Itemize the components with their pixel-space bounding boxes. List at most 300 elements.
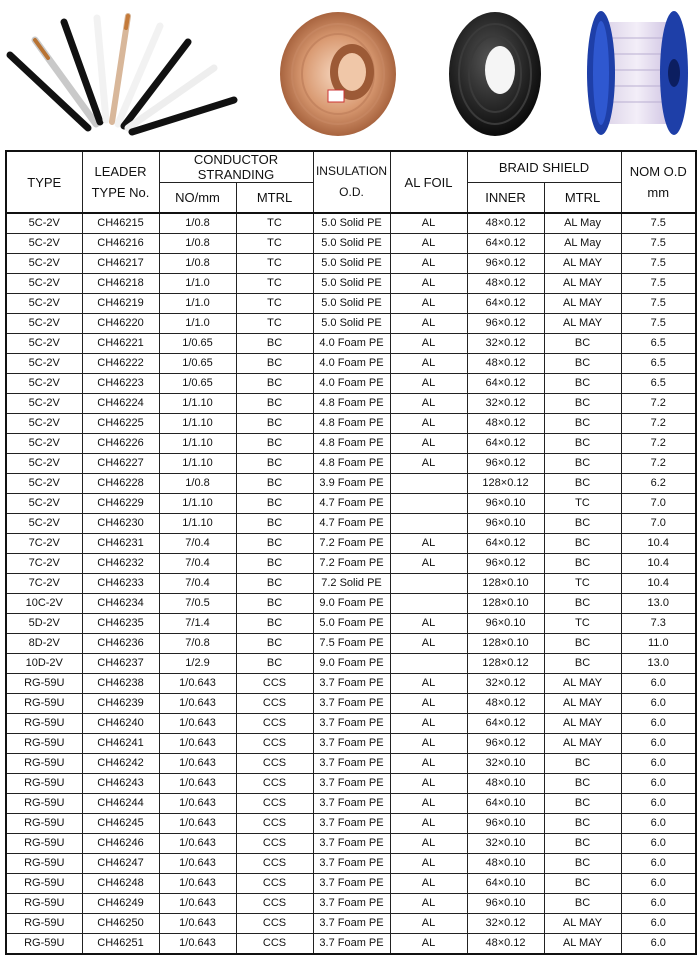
- cell-al-foil: AL: [390, 734, 467, 754]
- cell-nom-od: 6.0: [621, 714, 696, 734]
- cell-leader-type-no: CH46231: [82, 534, 159, 554]
- cell-al-foil: AL: [390, 934, 467, 955]
- cell-type: RG-59U: [6, 734, 82, 754]
- cell-braid-inner: 64×0.12: [467, 234, 544, 254]
- cell-conductor-mtrl: CCS: [236, 814, 313, 834]
- cell-leader-type-no: CH46246: [82, 834, 159, 854]
- cell-nom-od: 13.0: [621, 654, 696, 674]
- cell-conductor-no-mm: 1/1.10: [159, 494, 236, 514]
- cell-leader-type-no: CH46215: [82, 213, 159, 234]
- cell-braid-inner: 96×0.10: [467, 514, 544, 534]
- table-row: [6, 514, 696, 534]
- cell-leader-type-no: CH46242: [82, 754, 159, 774]
- cell-insulation-od: 4.8 Foam PE: [313, 394, 390, 414]
- cell-al-foil: AL: [390, 314, 467, 334]
- cell-al-foil: AL: [390, 414, 467, 434]
- cell-type: 10C-2V: [6, 594, 82, 614]
- cell-braid-mtrl: BC: [544, 514, 621, 534]
- cell-type: RG-59U: [6, 934, 82, 955]
- cell-type: 5C-2V: [6, 514, 82, 534]
- cell-conductor-mtrl: BC: [236, 554, 313, 574]
- table-row: [6, 654, 696, 674]
- cell-conductor-no-mm: 1/0.643: [159, 694, 236, 714]
- cell-al-foil: AL: [390, 274, 467, 294]
- table-row: [6, 754, 696, 774]
- table-row: [6, 774, 696, 794]
- cell-braid-inner: 48×0.12: [467, 213, 544, 234]
- cell-conductor-mtrl: CCS: [236, 854, 313, 874]
- cell-braid-inner: 32×0.12: [467, 914, 544, 934]
- cell-al-foil: AL: [390, 674, 467, 694]
- cell-al-foil: [390, 574, 467, 594]
- cell-nom-od: 7.2: [621, 394, 696, 414]
- cell-type: 7C-2V: [6, 534, 82, 554]
- cell-nom-od: 6.0: [621, 794, 696, 814]
- cell-conductor-no-mm: 1/0.643: [159, 754, 236, 774]
- cell-braid-inner: 48×0.12: [467, 934, 544, 955]
- cell-insulation-od: 5.0 Solid PE: [313, 234, 390, 254]
- cell-insulation-od: 4.7 Foam PE: [313, 514, 390, 534]
- cell-insulation-od: 9.0 Foam PE: [313, 594, 390, 614]
- cell-conductor-no-mm: 1/0.643: [159, 814, 236, 834]
- cell-nom-od: 7.3: [621, 614, 696, 634]
- cell-type: RG-59U: [6, 694, 82, 714]
- cell-type: RG-59U: [6, 854, 82, 874]
- cell-braid-inner: 32×0.10: [467, 754, 544, 774]
- cell-conductor-mtrl: BC: [236, 454, 313, 474]
- cell-insulation-od: 3.9 Foam PE: [313, 474, 390, 494]
- black-cable-coil-image: [449, 12, 541, 136]
- cell-conductor-no-mm: 1/0.643: [159, 854, 236, 874]
- cell-braid-inner: 64×0.12: [467, 294, 544, 314]
- cell-conductor-mtrl: CCS: [236, 694, 313, 714]
- cell-braid-inner: 64×0.12: [467, 714, 544, 734]
- cell-conductor-mtrl: CCS: [236, 754, 313, 774]
- cell-conductor-mtrl: TC: [236, 234, 313, 254]
- table-row: [6, 854, 696, 874]
- cell-braid-mtrl: AL May: [544, 234, 621, 254]
- cell-braid-mtrl: AL MAY: [544, 294, 621, 314]
- cell-leader-type-no: CH46243: [82, 774, 159, 794]
- cell-leader-type-no: CH46217: [82, 254, 159, 274]
- cell-leader-type-no: CH46227: [82, 454, 159, 474]
- cell-al-foil: AL: [390, 814, 467, 834]
- cell-conductor-mtrl: BC: [236, 334, 313, 354]
- table-row: [6, 814, 696, 834]
- cell-nom-od: 11.0: [621, 634, 696, 654]
- cell-al-foil: [390, 494, 467, 514]
- cell-conductor-no-mm: 1/0.8: [159, 254, 236, 274]
- cell-nom-od: 6.0: [621, 774, 696, 794]
- cell-conductor-mtrl: CCS: [236, 894, 313, 914]
- cell-conductor-no-mm: 1/0.643: [159, 794, 236, 814]
- table-row: [6, 714, 696, 734]
- cell-braid-inner: 96×0.12: [467, 454, 544, 474]
- cell-al-foil: AL: [390, 774, 467, 794]
- cell-al-foil: AL: [390, 254, 467, 274]
- cell-conductor-no-mm: 1/0.8: [159, 213, 236, 234]
- cell-leader-type-no: CH46240: [82, 714, 159, 734]
- cell-braid-inner: 96×0.10: [467, 894, 544, 914]
- cell-braid-inner: 64×0.10: [467, 794, 544, 814]
- cell-al-foil: AL: [390, 894, 467, 914]
- cell-nom-od: 10.4: [621, 554, 696, 574]
- cell-insulation-od: 3.7 Foam PE: [313, 874, 390, 894]
- cell-al-foil: AL: [390, 394, 467, 414]
- cell-type: 7C-2V: [6, 554, 82, 574]
- cell-nom-od: 6.0: [621, 894, 696, 914]
- table-row: [6, 494, 696, 514]
- cell-conductor-no-mm: 1/0.65: [159, 374, 236, 394]
- cell-type: 5C-2V: [6, 294, 82, 314]
- table-row: [6, 534, 696, 554]
- cell-al-foil: [390, 514, 467, 534]
- cell-nom-od: 6.0: [621, 734, 696, 754]
- cell-type: 5C-2V: [6, 354, 82, 374]
- cell-type: 5D-2V: [6, 614, 82, 634]
- cell-type: RG-59U: [6, 914, 82, 934]
- cell-leader-type-no: CH46220: [82, 314, 159, 334]
- cell-conductor-no-mm: 1/1.10: [159, 394, 236, 414]
- cell-insulation-od: 5.0 Foam PE: [313, 614, 390, 634]
- cell-braid-mtrl: AL MAY: [544, 674, 621, 694]
- cell-type: 5C-2V: [6, 334, 82, 354]
- cell-braid-inner: 32×0.12: [467, 394, 544, 414]
- cell-conductor-mtrl: BC: [236, 494, 313, 514]
- cell-type: RG-59U: [6, 714, 82, 734]
- cell-conductor-no-mm: 1/0.643: [159, 934, 236, 955]
- cell-conductor-mtrl: BC: [236, 474, 313, 494]
- cell-braid-inner: 64×0.12: [467, 434, 544, 454]
- cell-conductor-no-mm: 1/1.10: [159, 454, 236, 474]
- cell-al-foil: [390, 474, 467, 494]
- cell-braid-mtrl: BC: [544, 774, 621, 794]
- cell-braid-mtrl: AL MAY: [544, 734, 621, 754]
- cell-nom-od: 6.0: [621, 814, 696, 834]
- cell-braid-mtrl: BC: [544, 374, 621, 394]
- cell-conductor-mtrl: CCS: [236, 674, 313, 694]
- cell-al-foil: AL: [390, 554, 467, 574]
- cell-nom-od: 10.4: [621, 574, 696, 594]
- cell-conductor-no-mm: 1/2.9: [159, 654, 236, 674]
- cell-type: 5C-2V: [6, 454, 82, 474]
- cell-insulation-od: 3.7 Foam PE: [313, 674, 390, 694]
- cell-al-foil: AL: [390, 914, 467, 934]
- table-row: [6, 694, 696, 714]
- cell-type: 5C-2V: [6, 213, 82, 234]
- table-header: [6, 151, 696, 213]
- cell-braid-inner: 64×0.10: [467, 874, 544, 894]
- cell-nom-od: 6.0: [621, 854, 696, 874]
- cell-leader-type-no: CH46226: [82, 434, 159, 454]
- cell-braid-mtrl: BC: [544, 594, 621, 614]
- cell-braid-mtrl: BC: [544, 474, 621, 494]
- cell-nom-od: 7.0: [621, 514, 696, 534]
- cell-braid-mtrl: BC: [544, 654, 621, 674]
- cell-braid-inner: 48×0.12: [467, 414, 544, 434]
- cell-type: 7C-2V: [6, 574, 82, 594]
- cell-conductor-no-mm: 1/1.0: [159, 294, 236, 314]
- cell-braid-mtrl: BC: [544, 754, 621, 774]
- cell-nom-od: 6.0: [621, 914, 696, 934]
- cell-conductor-mtrl: CCS: [236, 714, 313, 734]
- cell-nom-od: 10.4: [621, 534, 696, 554]
- cell-nom-od: 6.0: [621, 754, 696, 774]
- cell-braid-inner: 128×0.10: [467, 574, 544, 594]
- cell-leader-type-no: CH46248: [82, 874, 159, 894]
- cell-braid-mtrl: AL MAY: [544, 274, 621, 294]
- cell-conductor-no-mm: 1/0.643: [159, 894, 236, 914]
- cell-nom-od: 6.0: [621, 874, 696, 894]
- cell-conductor-mtrl: TC: [236, 314, 313, 334]
- cell-braid-mtrl: AL MAY: [544, 314, 621, 334]
- cell-braid-inner: 128×0.12: [467, 474, 544, 494]
- cell-nom-od: 6.5: [621, 334, 696, 354]
- cell-braid-mtrl: AL MAY: [544, 934, 621, 955]
- cell-nom-od: 7.5: [621, 213, 696, 234]
- cell-nom-od: 13.0: [621, 594, 696, 614]
- cell-nom-od: 7.5: [621, 274, 696, 294]
- cell-al-foil: AL: [390, 714, 467, 734]
- cell-conductor-no-mm: 1/1.10: [159, 434, 236, 454]
- cell-al-foil: AL: [390, 794, 467, 814]
- cell-conductor-mtrl: TC: [236, 274, 313, 294]
- cell-nom-od: 7.5: [621, 294, 696, 314]
- cell-leader-type-no: CH46250: [82, 914, 159, 934]
- cell-braid-mtrl: BC: [544, 454, 621, 474]
- header-conductor-mtrl: MTRL: [236, 183, 313, 214]
- cell-braid-mtrl: BC: [544, 534, 621, 554]
- cell-type: RG-59U: [6, 794, 82, 814]
- cell-al-foil: AL: [390, 854, 467, 874]
- cell-al-foil: AL: [390, 294, 467, 314]
- cell-insulation-od: 4.8 Foam PE: [313, 434, 390, 454]
- cell-al-foil: AL: [390, 634, 467, 654]
- cell-braid-mtrl: BC: [544, 414, 621, 434]
- cell-type: 8D-2V: [6, 634, 82, 654]
- cell-leader-type-no: CH46249: [82, 894, 159, 914]
- cell-insulation-od: 7.5 Foam PE: [313, 634, 390, 654]
- cell-leader-type-no: CH46224: [82, 394, 159, 414]
- cell-al-foil: AL: [390, 694, 467, 714]
- cell-insulation-od: 4.7 Foam PE: [313, 494, 390, 514]
- cell-conductor-no-mm: 1/1.0: [159, 274, 236, 294]
- table-row: [6, 334, 696, 354]
- cell-conductor-mtrl: CCS: [236, 794, 313, 814]
- table-row: [6, 594, 696, 614]
- cell-braid-inner: 96×0.12: [467, 734, 544, 754]
- cell-braid-inner: 32×0.12: [467, 334, 544, 354]
- cell-braid-mtrl: BC: [544, 814, 621, 834]
- cell-al-foil: AL: [390, 454, 467, 474]
- table-row: [6, 794, 696, 814]
- cell-type: 10D-2V: [6, 654, 82, 674]
- cell-type: 5C-2V: [6, 314, 82, 334]
- cell-conductor-no-mm: 1/0.643: [159, 734, 236, 754]
- cell-insulation-od: 7.2 Foam PE: [313, 534, 390, 554]
- table-row: [6, 294, 696, 314]
- cell-insulation-od: 7.2 Solid PE: [313, 574, 390, 594]
- cell-al-foil: AL: [390, 834, 467, 854]
- cell-conductor-no-mm: 1/0.643: [159, 714, 236, 734]
- header-type: TYPE: [6, 151, 82, 213]
- cell-conductor-mtrl: CCS: [236, 734, 313, 754]
- cell-braid-inner: 48×0.12: [467, 274, 544, 294]
- cell-braid-mtrl: BC: [544, 554, 621, 574]
- cell-leader-type-no: CH46237: [82, 654, 159, 674]
- header-insulation-od: INSULATION O.D.: [313, 151, 390, 213]
- cell-insulation-od: 3.7 Foam PE: [313, 854, 390, 874]
- cell-conductor-mtrl: BC: [236, 514, 313, 534]
- cell-conductor-no-mm: 1/0.643: [159, 914, 236, 934]
- product-photo-strip: [0, 0, 700, 148]
- table-row: [6, 874, 696, 894]
- cell-braid-inner: 48×0.10: [467, 774, 544, 794]
- cell-type: 5C-2V: [6, 374, 82, 394]
- cell-braid-inner: 64×0.12: [467, 374, 544, 394]
- cell-braid-mtrl: AL May: [544, 213, 621, 234]
- table-row: [6, 734, 696, 754]
- coax-cable-samples-image: [10, 16, 234, 132]
- table-row: [6, 234, 696, 254]
- cell-leader-type-no: CH46228: [82, 474, 159, 494]
- cell-leader-type-no: CH46216: [82, 234, 159, 254]
- cell-al-foil: AL: [390, 874, 467, 894]
- cell-type: 5C-2V: [6, 494, 82, 514]
- cell-al-foil: [390, 654, 467, 674]
- cell-al-foil: AL: [390, 354, 467, 374]
- cell-insulation-od: 3.7 Foam PE: [313, 754, 390, 774]
- cell-conductor-no-mm: 1/0.65: [159, 354, 236, 374]
- table-row: [6, 254, 696, 274]
- cell-braid-mtrl: TC: [544, 614, 621, 634]
- cell-braid-inner: 48×0.12: [467, 354, 544, 374]
- cell-conductor-no-mm: 1/0.8: [159, 474, 236, 494]
- cell-insulation-od: 3.7 Foam PE: [313, 894, 390, 914]
- cell-conductor-mtrl: BC: [236, 534, 313, 554]
- cell-type: 5C-2V: [6, 394, 82, 414]
- cell-braid-inner: 128×0.12: [467, 654, 544, 674]
- cell-conductor-mtrl: CCS: [236, 874, 313, 894]
- cell-braid-inner: 96×0.10: [467, 814, 544, 834]
- table-row: [6, 434, 696, 454]
- cell-type: RG-59U: [6, 814, 82, 834]
- cell-leader-type-no: CH46239: [82, 694, 159, 714]
- cell-conductor-mtrl: BC: [236, 614, 313, 634]
- cell-leader-type-no: CH46219: [82, 294, 159, 314]
- cell-nom-od: 6.5: [621, 374, 696, 394]
- cell-leader-type-no: CH46229: [82, 494, 159, 514]
- cell-braid-mtrl: TC: [544, 574, 621, 594]
- cell-leader-type-no: CH46244: [82, 794, 159, 814]
- cell-leader-type-no: CH46234: [82, 594, 159, 614]
- cell-insulation-od: 9.0 Foam PE: [313, 654, 390, 674]
- cell-al-foil: AL: [390, 234, 467, 254]
- cell-leader-type-no: CH46221: [82, 334, 159, 354]
- cell-conductor-mtrl: TC: [236, 294, 313, 314]
- cell-insulation-od: 3.7 Foam PE: [313, 694, 390, 714]
- header-conductor-no-mm: NO/mm: [159, 183, 236, 214]
- cell-braid-inner: 96×0.10: [467, 614, 544, 634]
- header-braid-inner: INNER: [467, 183, 544, 214]
- cell-braid-mtrl: BC: [544, 334, 621, 354]
- cell-insulation-od: 3.7 Foam PE: [313, 774, 390, 794]
- cell-nom-od: 6.0: [621, 674, 696, 694]
- table-row: [6, 634, 696, 654]
- cell-braid-inner: 96×0.12: [467, 554, 544, 574]
- header-leader-type-no: LEADER TYPE No.: [82, 151, 159, 213]
- cell-insulation-od: 4.0 Foam PE: [313, 334, 390, 354]
- cell-leader-type-no: CH46218: [82, 274, 159, 294]
- cell-nom-od: 6.2: [621, 474, 696, 494]
- cell-leader-type-no: CH46230: [82, 514, 159, 534]
- cell-conductor-mtrl: BC: [236, 414, 313, 434]
- cell-al-foil: [390, 594, 467, 614]
- cell-type: RG-59U: [6, 754, 82, 774]
- header-conductor-stranding: CONDUCTOR STRANDING: [159, 151, 313, 183]
- cell-braid-mtrl: BC: [544, 834, 621, 854]
- table-row: [6, 914, 696, 934]
- cell-insulation-od: 3.7 Foam PE: [313, 934, 390, 955]
- cell-braid-mtrl: BC: [544, 394, 621, 414]
- cell-braid-mtrl: BC: [544, 434, 621, 454]
- cell-conductor-mtrl: BC: [236, 634, 313, 654]
- cell-al-foil: AL: [390, 614, 467, 634]
- table-row: [6, 394, 696, 414]
- cell-conductor-mtrl: BC: [236, 654, 313, 674]
- cell-conductor-mtrl: TC: [236, 213, 313, 234]
- cell-leader-type-no: CH46222: [82, 354, 159, 374]
- cell-braid-inner: 32×0.10: [467, 834, 544, 854]
- cell-conductor-no-mm: 7/0.4: [159, 554, 236, 574]
- cell-insulation-od: 3.7 Foam PE: [313, 714, 390, 734]
- cell-insulation-od: 5.0 Solid PE: [313, 314, 390, 334]
- cell-type: 5C-2V: [6, 474, 82, 494]
- header-braid-mtrl: MTRL: [544, 183, 621, 214]
- cell-conductor-mtrl: BC: [236, 434, 313, 454]
- cell-conductor-no-mm: 1/0.643: [159, 674, 236, 694]
- cell-braid-mtrl: TC: [544, 494, 621, 514]
- cell-braid-mtrl: AL MAY: [544, 254, 621, 274]
- table-row: [6, 474, 696, 494]
- cell-conductor-mtrl: CCS: [236, 834, 313, 854]
- cell-type: 5C-2V: [6, 234, 82, 254]
- cell-type: 5C-2V: [6, 414, 82, 434]
- cell-conductor-no-mm: 7/1.4: [159, 614, 236, 634]
- header-al-foil: AL FOIL: [390, 151, 467, 213]
- cell-braid-mtrl: BC: [544, 634, 621, 654]
- table-row: [6, 374, 696, 394]
- table-row: [6, 274, 696, 294]
- cell-nom-od: 6.0: [621, 834, 696, 854]
- cell-braid-inner: 64×0.12: [467, 534, 544, 554]
- cell-nom-od: 7.2: [621, 454, 696, 474]
- table-row: [6, 454, 696, 474]
- cell-type: RG-59U: [6, 894, 82, 914]
- cell-leader-type-no: CH46251: [82, 934, 159, 955]
- cable-spool-image: [587, 11, 688, 135]
- table-row: [6, 934, 696, 955]
- cell-insulation-od: 4.0 Foam PE: [313, 354, 390, 374]
- cell-conductor-mtrl: BC: [236, 574, 313, 594]
- cell-leader-type-no: CH46238: [82, 674, 159, 694]
- cell-braid-inner: 128×0.10: [467, 634, 544, 654]
- cell-leader-type-no: CH46225: [82, 414, 159, 434]
- cell-nom-od: 7.2: [621, 414, 696, 434]
- cell-al-foil: AL: [390, 434, 467, 454]
- cell-leader-type-no: CH46235: [82, 614, 159, 634]
- cell-insulation-od: 3.7 Foam PE: [313, 734, 390, 754]
